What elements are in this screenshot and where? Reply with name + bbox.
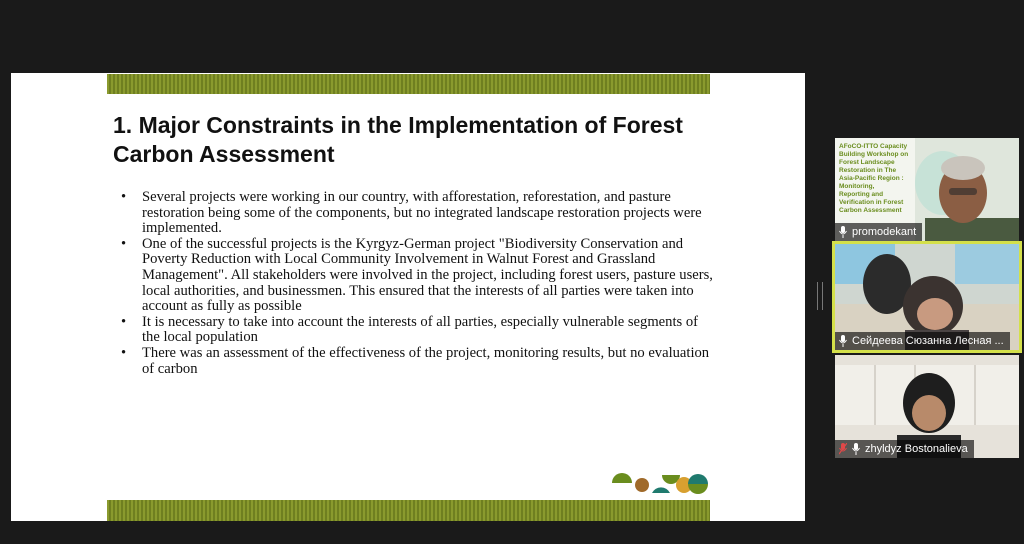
svg-text:Forest Landscape: Forest Landscape: [839, 159, 895, 166]
panel-resize-handle[interactable]: [817, 282, 823, 310]
bullet-text: It is necessary to take into account the interests of all parties, especially vulnerable segments of the local population: [142, 313, 698, 346]
participant-name: promodekant: [852, 226, 917, 238]
svg-text:Building Workshop on: Building Workshop on: [839, 151, 909, 158]
svg-text:Restoration in The: Restoration in The: [839, 167, 897, 174]
participant-name: zhyldyz Bostonalieva: [865, 443, 968, 455]
bullet-item: [119, 190, 719, 237]
shared-slide: [11, 73, 805, 521]
participant-name-label: [835, 440, 974, 458]
svg-text:Reporting and: Reporting and: [839, 191, 884, 198]
bullet-text: Several projects were working in our country, with afforestation, reforestation, and pasture restoration being some of the components, but no integrated landscape restoration projects were implemented.: [142, 189, 702, 237]
bullet-dot: •: [121, 235, 127, 252]
bullet-item: [119, 315, 719, 346]
bullet-dot: •: [121, 313, 127, 330]
slide-title: 1. Major Constraints in the Implementation of Forest Carbon Assessment: [113, 112, 683, 167]
bullet-text: One of the successful projects is the Kyrgyz-German project "Biodiversity Conservation and Poverty Reduction with Local Community Involvement in Walnut Forest and Grassland Management". All stakeholders were involved in the project, including forest users, pasture users, local authorities, and businessmen. This ensured that the interests of all parties were taken into account as fully as possible: [142, 235, 713, 315]
participant-video-tile-active[interactable]: [835, 244, 1019, 350]
svg-text:Carbon Assessment: Carbon Assessment: [839, 207, 902, 214]
participant-name-label: [835, 332, 1010, 350]
participant-video-tile[interactable]: [835, 138, 1019, 241]
microphone-muted-icon: [839, 443, 847, 455]
svg-text:Monitoring,: Monitoring,: [839, 183, 875, 190]
bullet-dot: •: [121, 189, 127, 205]
participant-name: Сейдеева Сюзанна Лесная ...: [852, 335, 1004, 347]
slide-top-stripe: [107, 74, 710, 94]
svg-text:AFoCO-ITTO Capacity: AFoCO-ITTO Capacity: [839, 143, 908, 150]
organization-logo: [612, 471, 708, 497]
slide-bullet-list: [119, 190, 719, 377]
bullet-item: [119, 346, 719, 377]
participant-video-tile[interactable]: [835, 355, 1019, 458]
svg-text:Verification in Forest: Verification in Forest: [839, 199, 904, 206]
bullet-item: [119, 237, 719, 315]
bullet-text: There was an assessment of the effectiveness of the project, monitoring results, but no evaluation of carbon: [142, 344, 710, 377]
bullet-dot: •: [121, 344, 127, 361]
microphone-icon: [839, 226, 847, 238]
svg-text:Asia-Pacific Region :: Asia-Pacific Region :: [839, 175, 904, 182]
slide-bottom-stripe: [107, 500, 710, 521]
participant-name-label: [835, 223, 922, 241]
microphone-icon: [839, 335, 847, 347]
microphone-icon: [852, 443, 860, 455]
